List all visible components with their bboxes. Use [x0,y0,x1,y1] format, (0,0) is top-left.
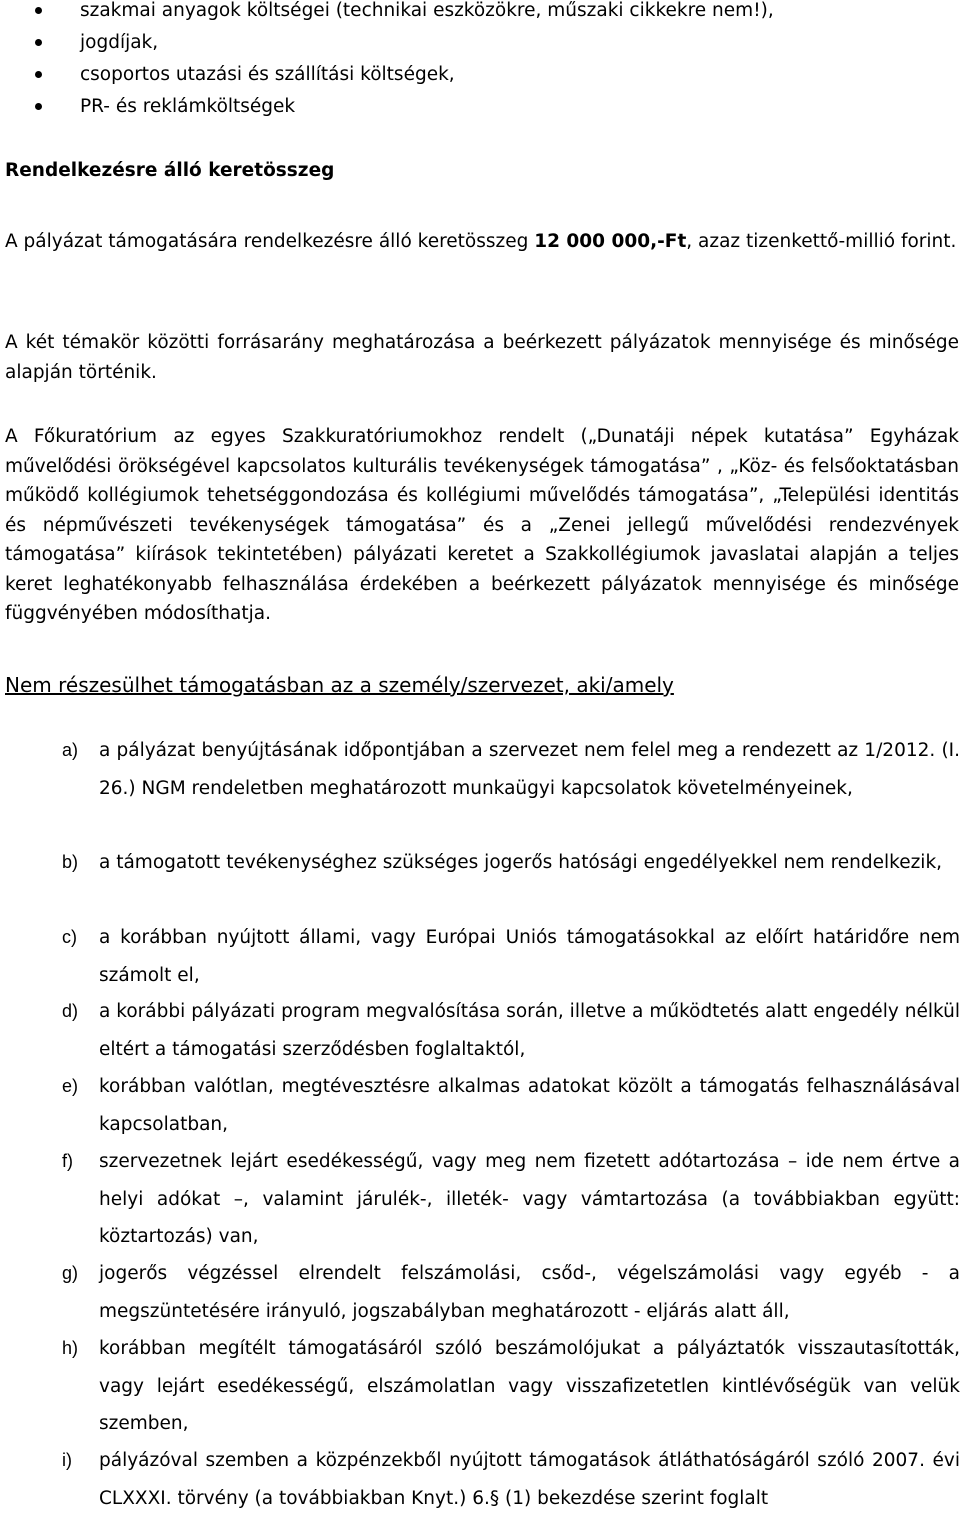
item-marker: b) [62,852,79,872]
item-marker: i) [62,1450,72,1470]
bullet-item [0,0,960,30]
bullet-icon [35,103,42,110]
bullet-icon [35,7,42,14]
curatorium-paragraph: A Főkuratórium az egyes Szakkuratóriumokhoz rendelt („Dunatáji népek kutatása” Egyházak művelődési örökségével kapcsolatos kulturális tevékenységek támogatása” , „Köz- és felsőoktatásban működő kollégiumok tehetséggondozása és kollégiumi művelődés támogatása”, „Települési identitás és népművészeti tevékenységek támogatása” és a „Zenei jellegű művelődési rendezvények támogatása” kiírások tekintetében) pályázati keretet a Szakkollégiumok javaslatai alapján a teljes keret leghatékonyabb felhasználása érdekében a beérkezett pályázatok mennyisége és minősége függvényében módosíthatja. [5,426,959,624]
budget-paragraph [5,227,959,257]
item-marker: c) [62,927,77,947]
item-text: a korábbi pályázati program megvalósítása során, illetve a működtetés alatt engedély nélkül eltért a támogatási szerződésben foglaltaktól, [99,1001,960,1060]
item-marker: a) [62,740,79,760]
item-text: korábban valótlan, megtévesztésre alkalmas adatokat közölt a támogatás felhasználásával kapcsolatban, [99,1076,960,1135]
budget-text-after: , azaz tizenkettő-millió forint. [686,231,957,252]
bullet-text: PR- és reklámköltségek [80,96,296,117]
bullet-icon [35,71,42,78]
item-text: pályázóval szemben a közpénzekből nyújtott támogatások átláthatóságáról szóló 2007. évi CLXXXI. törvény (a továbbiakban Knyt.) 6.§ (1) bekezdése szerint foglalt [99,1450,960,1509]
item-text: a pályázat benyújtásának időpontjában a szervezet nem felel meg a rendezett az 1/2012. (I. 26.) NGM rendeletben meghatározott munkaügyi kapcsolatok követelményeinek, [99,740,960,799]
bullet-item [0,94,960,126]
item-text: a korábban nyújtott állami, vagy Európai Uniós támogatásokkal az előírt határidőre nem számolt el, [99,927,960,986]
bullet-item [0,62,960,94]
item-text: a támogatott tevékenységhez szükséges jogerős hatósági engedélyekkel nem rendelkezik, [99,852,943,873]
item-text: szervezetnek lejárt esedékességű, vagy meg nem fizetett adótartozása – ide nem értve a helyi adókat –, valamint járulék-, illeték- vagy vámtartozása (a továbbiakban együtt: köztartozás) van, [99,1151,960,1247]
item-marker: g) [62,1263,79,1283]
item-marker: e) [62,1076,79,1096]
bullet-icon [35,39,42,46]
item-text: korábban megítélt támogatásáról szóló beszámolójukat a pályáztatók visszautasították, vagy lejárt esedékességű, elszámolatlan vagy visszafizetetlen kintlévőségük van velük szemben, [99,1338,960,1434]
item-marker: h) [62,1338,79,1358]
cost-bullet-list [0,0,960,128]
item-marker: d) [62,1001,79,1021]
section-title: Rendelkezésre álló keretösszeg [5,160,335,181]
bullet-text: jogdíjak, [80,32,159,53]
item-text: jogerős végzéssel elrendelt felszámolási, csőd-, végelszámolási vagy egyéb - a megszüntetésére irányuló, jogszabályban meghatározott - eljárás alatt áll, [99,1263,960,1322]
item-marker: f) [62,1151,73,1171]
budget-amount: 12 000 000,-Ft [534,231,687,252]
exclusion-heading: Nem részesülhet támogatásban az a személy/szervezet, aki/amely [5,673,674,697]
ratio-paragraph: A két témakör közötti forrásarány meghatározása a beérkezett pályázatok mennyisége és minősége alapján történik. [5,332,959,383]
budget-text-before: A pályázat támogatására rendelkezésre álló keretösszeg [5,231,535,252]
bullet-item [0,30,960,62]
bullet-text: csoportos utazási és szállítási költségek, [80,64,455,85]
bullet-text: szakmai anyagok költségei (technikai eszközökre, műszaki cikkekre nem!), [80,0,774,21]
